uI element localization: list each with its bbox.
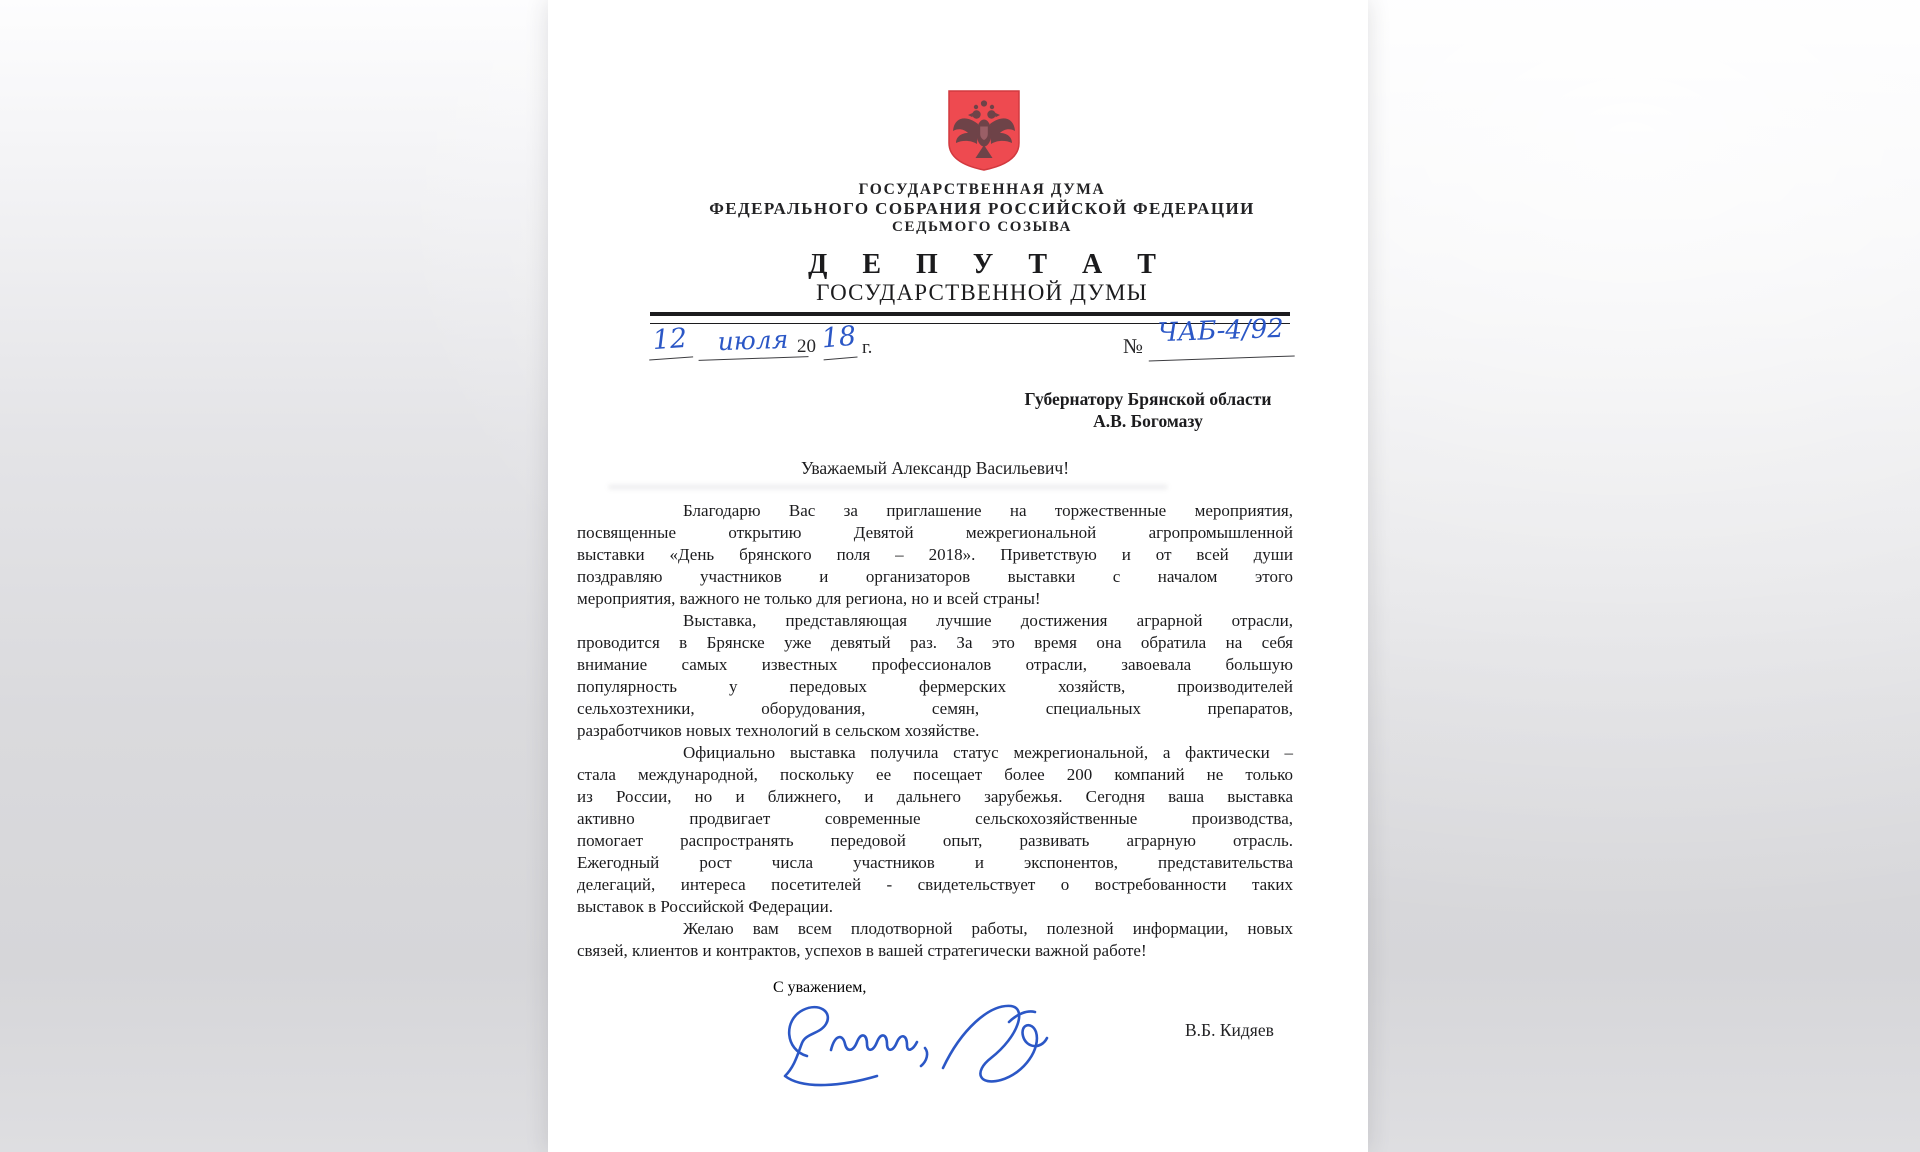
text-line: активно продвигает современные сельскохозяйственные производства, (577, 809, 1293, 828)
org-name-line3: СЕДЬМОГО СОЗЫВА (892, 219, 1072, 235)
text-line: выставки «День брянского поля – 2018». Приветствую и от всей души (577, 545, 1293, 564)
letter-page (548, 0, 1368, 1152)
text-line: Выставка, представляющая лучшие достижения аграрной отрасли, (683, 611, 1293, 630)
text-line: Благодарю Вас за приглашение на торжественные мероприятия, (683, 501, 1293, 520)
post-title: Д Е П У Т А Т (808, 249, 1170, 280)
addressee-line2: А.В. Богомазу (1093, 410, 1203, 431)
date-day-handwritten: 12 (647, 323, 693, 361)
text-line: внимание самых известных профессионалов отрасли, завоевала большую (577, 655, 1293, 674)
org-name-line2: ФЕДЕРАЛЬНОГО СОБРАНИЯ РОССИЙСКОЙ ФЕДЕРАЦИИ (709, 199, 1255, 218)
text-line: мероприятия, важного не только для региона, но и всей страны! (577, 589, 1041, 608)
date-year-handwritten: 18 (820, 321, 857, 361)
outgoing-number-handwritten: ЧАБ-4/92 (1147, 313, 1294, 361)
text-line: из России, но и ближнего, и дальнего зарубежья. Сегодня ваша выставка (577, 787, 1293, 806)
text-line: делегаций, интереса посетителей - свидетельствует о востребованности таких (577, 875, 1293, 894)
text-line: сельхозтехники, оборудования, семян, специальных препаратов, (577, 699, 1293, 718)
russian-coat-of-arms-icon (945, 88, 1023, 172)
paragraph (577, 742, 1293, 918)
date-year-prefix: 20 (797, 336, 816, 357)
text-line: помогает распространять передовой опыт, развивать аграрную отрасль. (577, 831, 1293, 850)
handwritten-signature (773, 979, 1078, 1102)
paragraph (577, 500, 1293, 610)
signature-transcript (548, 0, 549, 1)
signatory-name: В.Б. Кидяев (1185, 1020, 1274, 1040)
text-line: популярность у передовых фермерских хозяйств, производителей (577, 677, 1293, 696)
text-line: Официально выставка получила статус межрегиональной, а фактически – (683, 743, 1293, 762)
text-line: проводится в Брянске уже девятый раз. За это время она обратила на себя (577, 633, 1293, 652)
paragraph (577, 918, 1293, 962)
post-subtitle: ГОСУДАРСТВЕННОЙ ДУМЫ (816, 280, 1148, 305)
text-line: Желаю вам всем плодотворной работы, полезной информации, новых (683, 919, 1293, 938)
scan-artifact (608, 484, 1168, 490)
addressee-block (998, 389, 1298, 432)
text-line: поздравляю участников и организаторов выставки с началом этого (577, 567, 1293, 586)
org-name-line1: ГОСУДАРСТВЕННАЯ ДУМА (858, 181, 1106, 198)
date-month-handwritten: июля (697, 324, 808, 361)
text-line: связей, клиентов и контрактов, успехов в вашей стратегически важной работе! (577, 941, 1147, 960)
text-line: разработчиков новых технологий в сельском хозяйстве. (577, 721, 980, 740)
letter-body (577, 500, 1293, 962)
date-year-suffix: г. (862, 337, 873, 358)
number-sign: № (1123, 334, 1144, 358)
svg-text:С уважением,: С уважением, (773, 979, 867, 996)
salutation: Уважаемый Александр Васильевич! (800, 458, 1070, 478)
text-line: стала международной, поскольку ее посещает более 200 компаний не только (577, 765, 1293, 784)
paragraph (577, 610, 1293, 742)
letterhead-post-block (572, 250, 1392, 306)
text-line: Ежегодный рост числа участников и экспонентов, представительства (577, 853, 1293, 872)
text-line: посвященные открытию Девятой межрегиональной агропромышленной (577, 523, 1293, 542)
addressee-line1: Губернатору Брянской области (1024, 389, 1272, 409)
letterhead-org-block (572, 181, 1392, 236)
text-line: выставок в Российской Федерации. (577, 897, 833, 916)
